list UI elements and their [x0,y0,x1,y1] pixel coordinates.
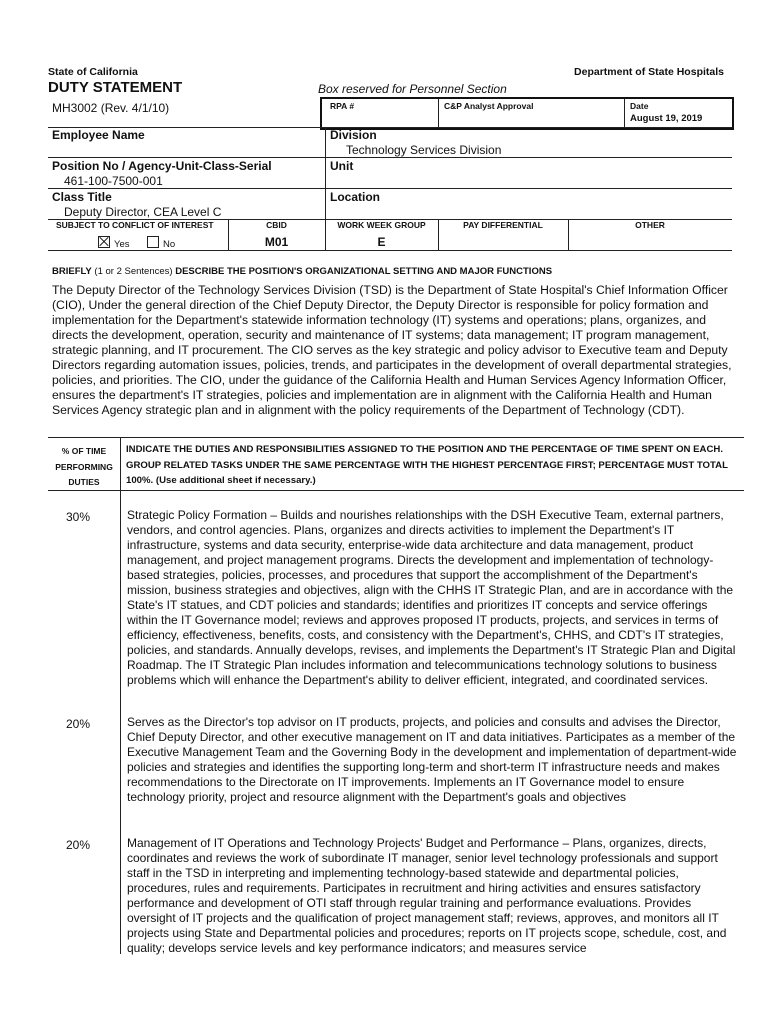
empty-box-icon [147,236,159,248]
date-label: Date [630,101,649,111]
duty-2-text: Serves as the Director's top advisor on IT products, projects, and policies and consults and advises the Director, Chief Deputy Director, and other executive management on IT and data initiatives. Participates as a member of the Executive Management Team and the Governing Body in the development and implementation of department-wide policies and strategies and identifies the supporting long-term and short-term IT infrastructure needs and makes recommendations to the Directorate on IT improvements. Implements an IT Governance model to ensure technology priority, project and resource alignment with the Department's goals and objectives [127,715,737,804]
duty-1-percent: 30% [65,510,91,524]
other-label: OTHER [635,220,665,230]
form-number: MH3002 (Rev. 4/1/10) [52,101,170,115]
organizational-setting-text: The Deputy Director of the Technology Services Division (TSD) is the Department of State Hospital's Chief Information Officer (CIO), Under the general direction of the Chief Deputy Director, the Deputy Director is responsible for policy formation and implementation for the Department's statewide information technology (IT) systems and operations; plans, organizes, and directs the development, operation, security and maintenance of IT systems; data management; IT program management, strategic planning, and IT procurement. The CIO serves as the key strategic and policy advisor to Executive team and Deputy Directors regarding automation issues, policies, trends, and participates in the development of overall departmental strategies, policies, and priorities. The CIO, under the guidance of the California Health and Human Services Agency Information Officer, ensures the department's IT strategies, policies and implementation are in alignment with the California Health and Human Services Agency strategic plan and in alignment with the policy requirements of the Department of Technology (CDT). [52,283,732,417]
coi-label: SUBJECT TO CONFLICT OF INTEREST [56,220,214,230]
division-value: Technology Services Division [346,143,502,157]
checked-box-icon [98,236,110,248]
coi-yes-option[interactable] [98,236,130,250]
personnel-box-caption: Box reserved for Personnel Section [318,82,507,96]
cp-approval-label: C&P Analyst Approval [444,101,534,111]
duty-2-percent: 20% [65,717,91,731]
coi-yes-label: Yes [114,239,130,250]
position-label: Position No / Agency-Unit-Class-Serial [52,159,272,173]
wwg-label: WORK WEEK GROUP [337,220,426,230]
position-value: 461-100-7500-001 [64,174,163,188]
class-title-label: Class Title [52,190,112,204]
coi-no-option[interactable] [147,236,175,250]
unit-label: Unit [330,159,354,173]
duty-1-text: Strategic Policy Formation – Builds and nourishes relationships with the DSH Executive Team, external partners, vendors, and control agencies. Plans, organizes and directs activities to implement the Department's IT infrastructure, systems and data security, enterprise-wide data architecture and data management, product management, and project management programs. Directs the development and implementation of technology-based strategies, policies, processes, and procedures that support the accomplishment of the Department's mission, business strategies and objectives, align with the CHHS IT Strategic Plan, and are in accordance with the State's IT statues, and CDT policies and standards; identifies and prioritizes IT concepts and service offerings within the IT Governance model; reviews and approves proposed IT products, projects, and services in terms of efficiency, effectiveness, benefits, costs, and consistency with the Department's, CHHS, and CDT's IT strategies, policies, and standards. Annually develops, revises, and implements the Department's IT Strategic Plan and Digital Roadmap. The IT Strategic Plan includes information and telecommunications technology solutions to business problems which will enhance the Department's ability to deliver efficient, integrated, and coordinated services. [127,508,736,687]
duties-instructions: INDICATE THE DUTIES AND RESPONSIBILITIES ASSIGNED TO THE POSITION AND THE PERCENTAGE OF TIME SPENT ON EACH. GROUP RELATED TASKS UNDER THE SAME PERCENTAGE WITH THE HIGHEST PERCENTAGE FIRST; PERCENTAGE MUST TOTAL 100%. (Use additional sheet if necessary.) [126,444,728,486]
wwg-value: E [377,235,386,249]
pay-differential-label: PAY DIFFERENTIAL [463,220,543,230]
location-label: Location [330,190,380,204]
division-label: Division [330,128,377,142]
percent-col-line3: DUTIES [68,477,100,487]
cbid-value: M01 [264,235,289,249]
employee-name-label: Employee Name [52,128,145,142]
duty-3-percent: 20% [65,838,91,852]
briefly-heading: BRIEFLY (1 or 2 Sentences) DESCRIBE THE POSITION'S ORGANIZATIONAL SETTING AND MAJOR FUNCTIONS [52,266,553,277]
state-label: State of California [48,66,138,78]
page-title: DUTY STATEMENT [48,79,183,96]
rpa-label: RPA # [330,101,355,111]
department-label: Department of State Hospitals [574,66,724,78]
cbid-label: CBID [266,220,287,230]
class-title-value: Deputy Director, CEA Level C [64,205,222,219]
coi-no-label: No [163,239,176,250]
duty-3-text: Management of IT Operations and Technology Projects' Budget and Performance – Plans, organizes, directs, coordinates and reviews the work of subordinate IT manager, senior level technology professionals and support staff in the TSD in interpreting and implementing technology-based statewide and departmental policies, procedures, rules and requirements. Participates in recruitment and hiring activities and ensures satisfactory performance and development of OTI staff through regular training and performance evaluations. Provides oversight of IT projects and the qualification of project management staff; reviews, approves, and monitors all IT projects using State and Departmental policies and procedures; reports on IT projects scope, schedule, cost, and quality; develops service levels and key performance indicators; and measures service [127,836,727,955]
date-value: August 19, 2019 [630,113,703,124]
percent-col-line1: % OF TIME [61,446,107,456]
percent-col-line2: PERFORMING [55,462,113,472]
